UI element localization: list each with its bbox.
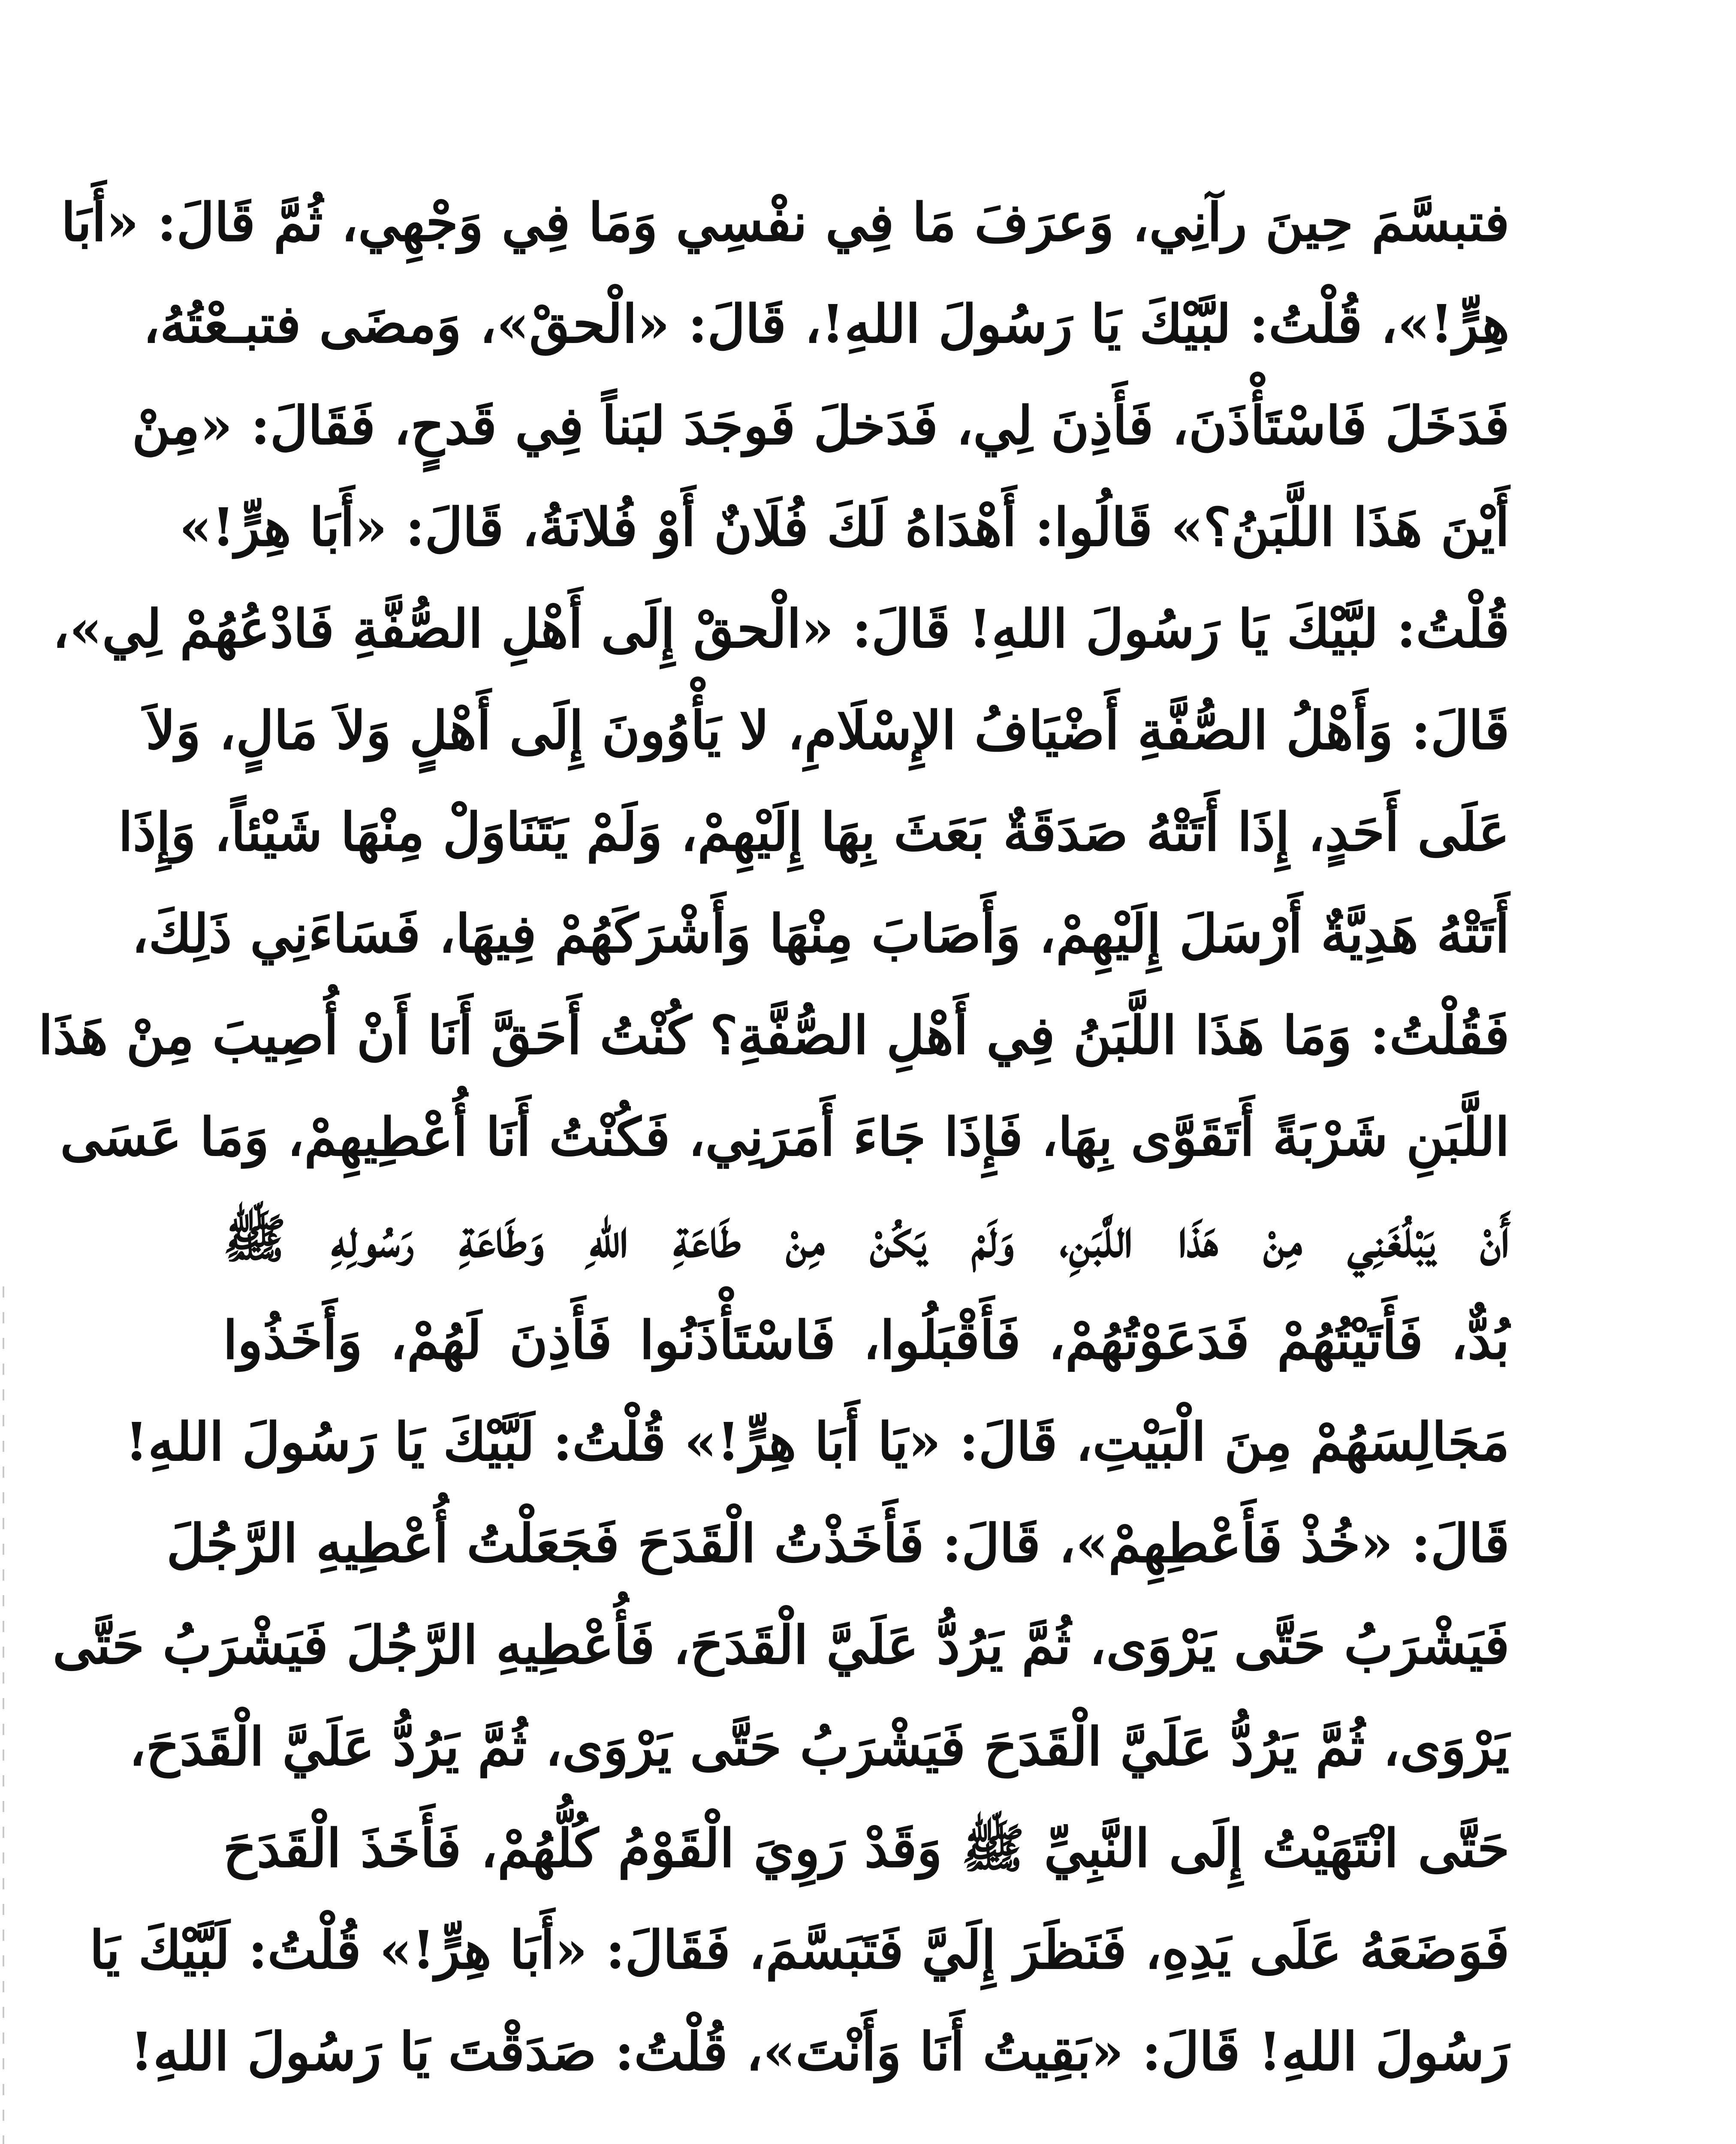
text-line: حَتَّى انْتَهَيْتُ إِلَى النَّبِيِّ ﷺ وَقَدْ رَوِيَ الْقَوْمُ كُلُّهُمْ، فَأَخَذَ الْقَدَحَ xyxy=(223,1817,1510,1879)
text-line: مَجَالِسَهُمْ مِنَ الْبَيْتِ، قَالَ: «يَا أَبَا هِرٍّ!» قُلْتُ: لَبَّيْكَ يَا رَسُولَ اللهِ! xyxy=(125,1411,1510,1472)
text-line: فَوَضَعَهُ عَلَى يَدِهِ، فَنَظَرَ إِلَيَّ فَتَبَسَّمَ، فَقَالَ: «أَبَا هِرٍّ!» قُلْتُ: لَبَّيْكَ يَا xyxy=(89,1919,1510,1981)
text-line: أَيْنَ هَذَا اللَّبَنُ؟» قَالُوا: أَهْدَاهُ لَكَ فُلَانٌ أَوْ فُلانَةُ، قَالَ: «أَبَا هِرٍّ!» xyxy=(179,496,1510,558)
text-line: عَلَى أَحَدٍ، إِذَا أَتَتْهُ صَدَقَةٌ بَعَثَ بِهَا إِلَيْهِمْ، وَلَمْ يَتَنَاوَلْ مِنْهَا شَيْئاً، وَإِذَا xyxy=(118,801,1510,863)
text-line: اللَّبَنِ شَرْبَةً أَتَقَوَّى بِهَا، فَإِذَا جَاءَ أَمَرَنِي، فَكُنْتُ أَنَا أُعْطِيهِمْ، وَمَا عَسَى xyxy=(60,1106,1510,1168)
text-line: رَسُولَ اللهِ! قَالَ: «بَقِيتُ أَنَا وَأَنْتَ»، قُلْتُ: صَدَقْتَ يَا رَسُولَ اللهِ! xyxy=(130,2021,1510,2082)
body-text xyxy=(38,172,1510,2102)
text-line: أَتَتْهُ هَدِيَّةٌ أَرْسَلَ إِلَيْهِمْ، وَأَصَابَ مِنْهَا وَأَشْرَكَهُمْ فِيهَا، فَسَاءَنِي ذَلِكَ، xyxy=(132,903,1510,964)
text-line: أَنْ يَبْلُغَنِي مِنْ هَذَا اللَّبَنِ، وَلَمْ يَكُنْ مِنْ طَاعَةِ اللهِ وَطَاعَةِ رَسُولِهِ ﷺ xyxy=(223,1208,1510,1269)
text-line: فَدَخَلَ فَاسْتَأْذَنَ، فَأَذِنَ لِي، فَدَخلَ فَوجَدَ لبَناً فِي قَدحٍ، فَقَالَ: «مِنْ xyxy=(132,394,1510,456)
text-line: فتبسَّمَ حِينَ رآنِي، وَعرَفَ مَا فِي نفْسِي وَمَا فِي وَجْهِي، ثُمَّ قَالَ: «أَبَا xyxy=(61,191,1510,253)
text-line: قُلْتُ: لبَّيْكَ يَا رَسُولَ اللهِ! قَالَ: «الْحقْ إِلَى أَهْلِ الصُّفَّةِ فَادْعُهُمْ لِي»، xyxy=(52,598,1510,659)
text-line: فَقُلْتُ: وَمَا هَذَا اللَّبَنُ فِي أَهْلِ الصُّفَّةِ؟ كُنْتُ أَحَقَّ أَنَا أَنْ أُصِيبَ مِنْ هَذَا xyxy=(38,1004,1510,1066)
scan-edge-mark xyxy=(3,1286,4,2144)
text-line: يَرْوَى، ثُمَّ يَرُدُّ عَلَيَّ الْقَدَحَ فَيَشْرَبُ حَتَّى يَرْوَى، ثُمَّ يَرُدُّ عَلَيَّ الْقَدَحَ، xyxy=(129,1716,1510,1777)
text-line: بُدٌّ، فَأَتَيْتُهُمْ فَدَعَوْتُهُمْ، فَأَقْبَلُوا، فَاسْتَأْذَنُوا فَأَذِنَ لَهُمْ، وَأَخَذُوا xyxy=(223,1309,1510,1371)
text-line: قَالَ: «خُذْ فَأَعْطِهِمْ»، قَالَ: فَأَخَذْتُ الْقَدَحَ فَجَعَلْتُ أُعْطِيهِ الرَّجُلَ xyxy=(166,1512,1510,1574)
text-line: قَالَ: وَأَهْلُ الصُّفَّةِ أَضْيَافُ الإِسْلَامِ، لا يَأْوُونَ إِلَى أَهْلٍ وَلاَ مَالٍ، وَلاَ xyxy=(145,699,1510,761)
text-line: هِرٍّ!»، قُلْتُ: لبَّيْكَ يَا رَسُولَ اللهِ!، قَالَ: «الْحقْ»، وَمضَى فتبـعْتُهُ، xyxy=(143,293,1510,355)
text-line: فَيَشْرَبُ حَتَّى يَرْوَى، ثُمَّ يَرُدُّ عَلَيَّ الْقَدَحَ، فَأُعْطِيهِ الرَّجُلَ فَيَشْرَبُ حَتَّى xyxy=(52,1614,1510,1676)
